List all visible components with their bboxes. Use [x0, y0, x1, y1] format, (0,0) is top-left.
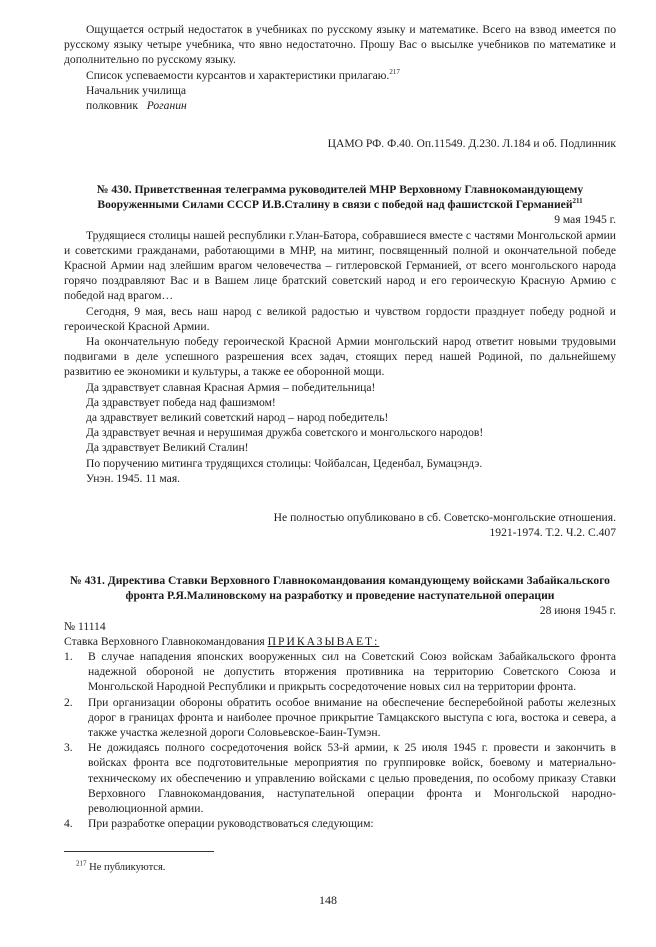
- footnote-ref: 211: [572, 197, 583, 206]
- slogan-line: да здравствует великий советский народ – народ победитель!: [86, 411, 389, 425]
- paragraph: Сегодня, 9 мая, весь наш народ с великой радостью и чувством гордости празднует победу родной и героической Красной Армии.: [64, 304, 616, 333]
- publication-source: Не полностью опубликовано в сб. Советско-монгольские отношения. 1921-1974. Т.2. Ч.2. С.407: [273, 511, 616, 540]
- order-item: [64, 649, 616, 695]
- order-item: [64, 740, 616, 816]
- document-430: [64, 182, 616, 486]
- document-431: [64, 573, 616, 831]
- document-body: [64, 228, 616, 380]
- item-number: 4.: [64, 817, 73, 831]
- footnote-ref: 217: [389, 67, 400, 76]
- slogan-line: По поручению митинга трудящихся столицы: Чойбалсан, Цеденбал, Бумацэндэ.: [86, 456, 483, 470]
- item-text: Не дожидаясь полного сосредоточения войск 53-й армии, к 25 июля 1945 г. провести и закончить в войсках фронта все подготовительные мероприятия по группировке войск, боевому и материально-техническому их обеспечению и управлению войсками с целью проведения, по особому приказу Ставки Верховного Главнокомандования, наступательной операции фронта и Монгольской народно-революционной армии.: [88, 741, 616, 816]
- footnote-divider: [64, 851, 214, 852]
- slogan-line: Да здравствует славная Красная Армия – победительница!: [86, 380, 376, 394]
- order-item: [64, 695, 616, 741]
- item-number: 3.: [64, 741, 73, 755]
- item-text: При организации обороны обратить особое внимание на обеспечение бесперебойной работы железных дорог в границах фронта и наиболее прочное прикрытие Тамцакского выступа с юга, востока и севера, а также участка железной дороги Соловьевское-Баин-Тумэн.: [88, 695, 616, 740]
- item-number: 1.: [64, 650, 73, 664]
- order-items: [64, 649, 616, 831]
- item-text: При разработке операции руководствоваться следующим:: [88, 817, 374, 831]
- paragraph: На окончательную победу героической Красной Армии монгольский народ ответит новыми трудовыми подвигами в деле успешного разрешения всех задач, стоящих перед нашей Родиной, по дальнейшему развитию ее экономики и культуры, а также ее оборонной мощи.: [64, 335, 616, 379]
- document-title: № 431. Директива Ставки Верховного Главнокомандования командующему войсками Забайкальского фронта Р.Я.Малиновскому на разработку и проведение наступательной операции: [70, 574, 610, 603]
- order-item: [64, 816, 616, 831]
- slogans: [64, 380, 616, 486]
- document-date: 9 мая 1945 г.: [554, 213, 616, 227]
- archive-reference: ЦАМО РФ. Ф.40. Оп.11549. Д.230. Л.184 и об. Подлинник: [327, 137, 616, 150]
- document-title: № 430. Приветственная телеграмма руководителей МНР Верховному Главнокомандующему Вооруженными Силами СССР И.В.Сталину в связи с победой над фашистской Германией$^{211}$: [96, 183, 584, 212]
- signature-name: Роганин: [146, 99, 187, 113]
- page-number: 148: [319, 893, 337, 907]
- preamble: Ставка Верховного Главнокомандования ПРИКАЗЫВАЕТ:: [64, 634, 380, 648]
- document-number: № 11114: [64, 619, 106, 633]
- item-text: В случае нападения японских вооруженных сил на Советский Союз войскам Забайкальского фронта надежной обороной не допустить вторжения противника на территорию Советского Союза и Монгольской Народной Республики и прикрыть сосредоточение новых сил на территории фронта.: [88, 650, 616, 694]
- slogan-line: Да здравствует Великий Сталин!: [86, 441, 249, 455]
- item-number: 2.: [64, 695, 73, 709]
- signature-line: полковник Роганин: [86, 99, 187, 113]
- document-date: 28 июня 1945 г.: [539, 604, 616, 618]
- slogan-line: Да здравствует вечная и нерушимая дружба советского и монгольского народов!: [86, 426, 484, 440]
- signature-role: Начальник училища: [86, 83, 187, 97]
- paragraph: Список успеваемости курсантов и характеристики прилагаю.$^{217}$: [86, 67, 400, 82]
- footnote: $^{217}$ Не публикуются.: [76, 859, 166, 873]
- paragraph: Ощущается острый недостаток в учебниках по русскому языку и математике. Всего на взвод имеется по русскому языку четыре учебника, что явно недостаточно. Прошу Вас о высылке учебников по математике и дополнительно по русскому языку.: [64, 23, 616, 67]
- slogan-line: Унэн. 1945. 11 мая.: [86, 471, 181, 485]
- orders-keyword: ПРИКАЗЫВАЕТ:: [267, 634, 380, 648]
- slogan-line: Да здравствует победа над фашизмом!: [86, 395, 276, 409]
- letter-fragment: [64, 22, 616, 113]
- paragraph: Трудящиеся столицы нашей республики г.Улан-Батора, собравшиеся вместе с частями Монгольской армии и советскими гражданами, работающими в МНР, на митинг, посвященный полной и окончательной победе Красной Армии над злейшим врагом человечества – гитлеровской Германией, от всего монгольского народа горячо поздравляют Вас и в Вашем лице братский советский народ и его героическую Красную Армию с победой над врагом…: [64, 228, 616, 303]
